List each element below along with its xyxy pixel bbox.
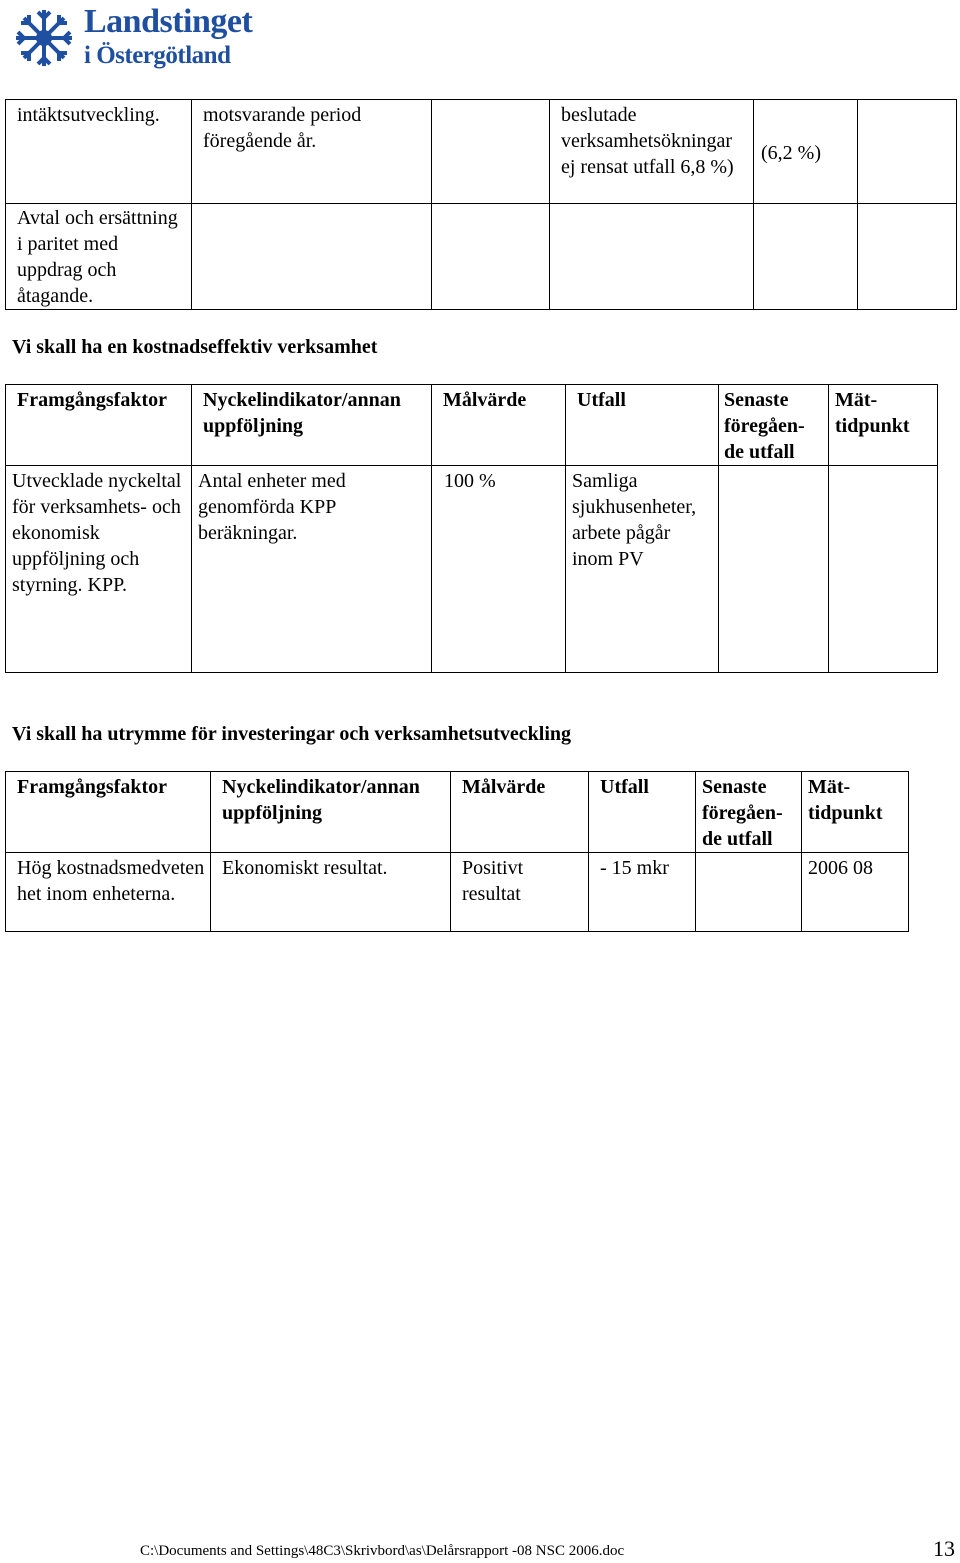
cell-malvarde — [432, 100, 550, 204]
section-heading-investeringar: Vi skall ha utrymme för investeringar och verksamhetsutveckling — [12, 723, 572, 745]
header-utfall: Utfall — [589, 772, 696, 853]
section-heading-kostnadseffektiv: Vi skall ha en kostnadseffektiv verksamhet — [12, 336, 378, 358]
logo — [12, 4, 282, 70]
cell-senaste — [696, 853, 802, 932]
header-nyckelindikator: Nyckelindikator/annan uppföljning — [192, 385, 432, 466]
header-utfall: Utfall — [566, 385, 719, 466]
logo-title: Landstinget — [84, 3, 253, 40]
cell-nyckelindikator: motsvarande period föregående år. — [192, 100, 432, 204]
header-framgangsfaktor: Framgångsfaktor — [6, 385, 192, 466]
cell-mattidpunkt — [829, 466, 938, 673]
cell-nyckelindikator: Ekonomiskt resultat. — [211, 853, 451, 932]
cell-utfall: - 15 mkr — [589, 853, 696, 932]
header-senaste: Senaste föregåen-de utfall — [719, 385, 829, 466]
cell-utfall: Samliga sjukhusenheter, arbete pågår inom PV — [566, 466, 719, 673]
header-mattidpunkt: Mät-tidpunkt — [802, 772, 909, 853]
header-nyckelindikator: Nyckelindikator/annan uppföljning — [211, 772, 451, 853]
cell-malvarde: Positivt resultat — [451, 853, 589, 932]
cell-mattidpunkt: 2006 08 — [802, 853, 909, 932]
cell-senaste — [719, 466, 829, 673]
cell-framgangsfaktor: Utvecklade nyckeltal för verksamhets- och ekonomisk uppföljning och styrning. KPP. — [6, 466, 192, 673]
logo-subtitle: i Östergötland — [84, 42, 231, 69]
cell-framgangsfaktor: Hög kostnadsmedvetenhet inom enheterna. — [6, 853, 211, 932]
investeringar-table — [5, 771, 909, 932]
cell-utfall: beslutade verksamhetsökningar ej rensat utfall 6,8 %) — [550, 100, 754, 204]
cell-framgangsfaktor: intäktsutveckling. — [6, 100, 192, 204]
header-framgangsfaktor: Framgångsfaktor — [6, 772, 211, 853]
cell-framgangsfaktor: Avtal och ersättning i paritet med uppdrag och åtagande. — [6, 204, 192, 310]
header-malvarde: Målvärde — [451, 772, 589, 853]
footer-file-path: C:\Documents and Settings\48C3\Skrivbord\as\Delårsrapport -08 NSC 2006.doc — [140, 1543, 625, 1559]
snowflake-flower-icon — [12, 6, 76, 70]
cell-mattidpunkt — [858, 100, 957, 204]
page-number: 13 — [933, 1536, 955, 1561]
cell-senaste: (6,2 %) — [754, 100, 858, 204]
kostnadseffektiv-table — [5, 384, 938, 673]
cell-malvarde: 100 % — [432, 466, 566, 673]
header-mattidpunkt: Mät-tidpunkt — [829, 385, 938, 466]
header-senaste: Senaste föregåen-de utfall — [696, 772, 802, 853]
cell-nyckelindikator: Antal enheter med genomförda KPP beräkningar. — [192, 466, 432, 673]
continuation-table — [5, 99, 957, 310]
header-malvarde: Målvärde — [432, 385, 566, 466]
